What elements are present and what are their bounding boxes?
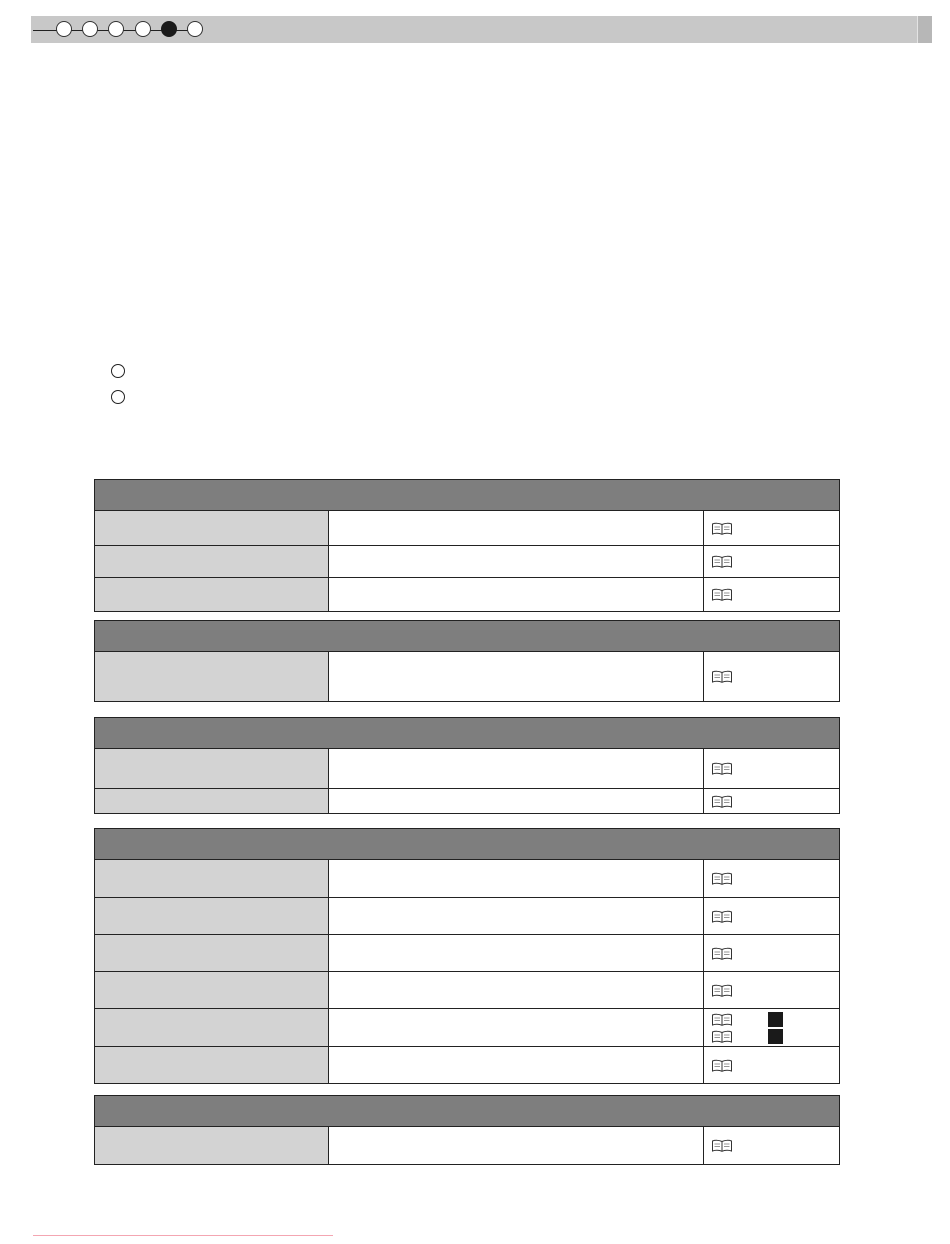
book-icon [711, 762, 733, 775]
footer-rule [33, 1235, 333, 1236]
row-label [95, 935, 329, 971]
row-description [329, 511, 704, 545]
book-icon [711, 1139, 733, 1152]
book-icon [711, 1030, 733, 1043]
book-icon [711, 910, 733, 923]
book-icon [711, 1013, 733, 1026]
page-reference [704, 1047, 839, 1083]
page-reference-line [711, 1058, 839, 1072]
table-row [95, 749, 839, 788]
feature-section [94, 479, 840, 612]
page-reference [704, 578, 839, 611]
header-bar-end-cap [917, 16, 932, 43]
table-row [95, 897, 839, 934]
page-reference-line [711, 872, 839, 886]
book-icon [711, 795, 733, 808]
row-description [329, 652, 704, 701]
page-reference-line [711, 670, 839, 684]
table-row [95, 934, 839, 971]
page-reference-line [711, 946, 839, 960]
square-icon [768, 1012, 783, 1027]
feature-section [94, 620, 840, 702]
row-label [95, 1127, 329, 1164]
table-row [95, 971, 839, 1008]
row-label [95, 578, 329, 611]
page-reference [704, 898, 839, 934]
table-row [95, 788, 839, 813]
row-description [329, 1009, 704, 1046]
page-reference [704, 652, 839, 701]
row-description [329, 898, 704, 934]
row-label [95, 860, 329, 897]
step-indicator-dot [135, 21, 151, 37]
page-reference [704, 1127, 839, 1164]
row-label [95, 1009, 329, 1046]
page-reference-line [711, 1029, 839, 1043]
row-label [95, 652, 329, 701]
book-icon [711, 872, 733, 885]
step-indicator-dot-active [161, 21, 177, 37]
row-description [329, 972, 704, 1008]
book-icon [711, 947, 733, 960]
table-row [95, 511, 839, 545]
step-indicator-dot [108, 21, 124, 37]
book-icon [711, 670, 733, 683]
page-reference [704, 789, 839, 813]
page-reference-line [711, 555, 839, 569]
page-reference-line [711, 983, 839, 997]
page-reference-line [711, 762, 839, 776]
page-reference-line [711, 588, 839, 602]
page-reference [704, 972, 839, 1008]
row-label [95, 546, 329, 577]
table-row [95, 860, 839, 897]
page-reference-line [711, 909, 839, 923]
page-reference [704, 1009, 839, 1046]
section-header [95, 621, 839, 652]
row-label [95, 789, 329, 813]
section-header [95, 1096, 839, 1127]
page-reference-line [711, 794, 839, 808]
row-label [95, 1047, 329, 1083]
book-icon [711, 1059, 733, 1072]
row-label [95, 511, 329, 545]
table-row [95, 652, 839, 701]
section-header [95, 718, 839, 749]
row-label [95, 972, 329, 1008]
row-description [329, 860, 704, 897]
row-description [329, 546, 704, 577]
table-row [95, 545, 839, 577]
row-description [329, 578, 704, 611]
feature-section [94, 1095, 840, 1165]
page-reference [704, 511, 839, 545]
feature-section [94, 828, 840, 1084]
page-reference [704, 749, 839, 788]
row-label [95, 898, 329, 934]
step-indicator-dot [56, 21, 72, 37]
row-description [329, 1127, 704, 1164]
table-row [95, 1008, 839, 1046]
page-reference [704, 546, 839, 577]
square-icon [768, 1029, 783, 1044]
table-row [95, 1046, 839, 1083]
page-reference-line [711, 521, 839, 535]
book-icon [711, 522, 733, 535]
circle-bullet-icon [111, 390, 125, 404]
page-reference-line [711, 1139, 839, 1153]
section-header [95, 829, 839, 860]
section-header [95, 480, 839, 511]
table-row [95, 577, 839, 611]
step-indicator-dot [82, 21, 98, 37]
row-label [95, 749, 329, 788]
row-description [329, 935, 704, 971]
page-reference [704, 860, 839, 897]
circle-bullet-icon [111, 364, 125, 378]
book-icon [711, 984, 733, 997]
page-reference [704, 935, 839, 971]
row-description [329, 1047, 704, 1083]
table-row [95, 1127, 839, 1164]
book-icon [711, 555, 733, 568]
row-description [329, 749, 704, 788]
book-icon [711, 588, 733, 601]
row-description [329, 789, 704, 813]
page-reference-line [711, 1012, 839, 1026]
feature-section [94, 717, 840, 814]
step-indicator-dot [187, 21, 203, 37]
